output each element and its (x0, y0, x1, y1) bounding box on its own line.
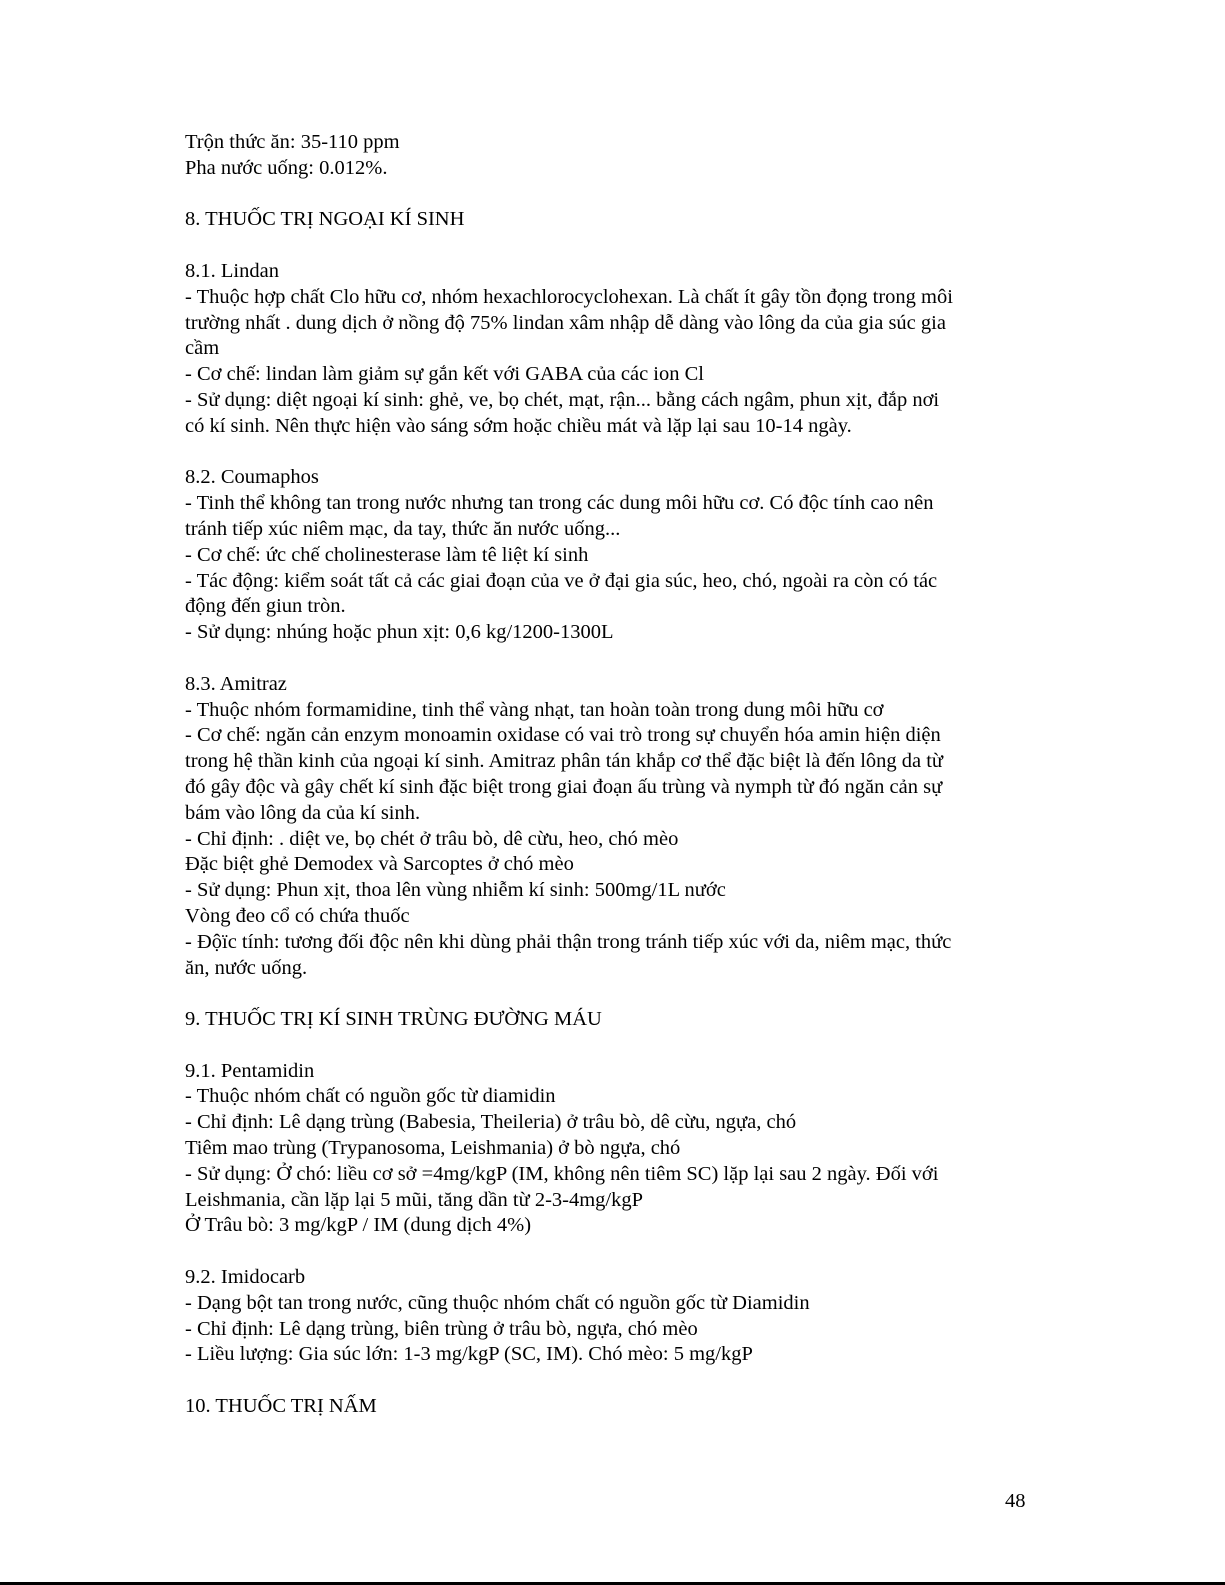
text-line: - Dạng bột tan trong nước, cũng thuộc nhóm chất có nguồn gốc từ Diamidin (185, 1291, 810, 1314)
text-line: trong hệ thần kinh của ngoại kí sinh. Amitraz phân tán khắp cơ thể đặc biệt là đến lông da từ (185, 750, 944, 773)
text-line: - Chỉ định: Lê dạng trùng, biên trùng ở trâu bò, ngựa, chó mèo (185, 1317, 698, 1340)
text-line: - Sử dụng: diệt ngoại kí sinh: ghẻ, ve, bọ chét, mạt, rận... bằng cách ngâm, phun xịt, đắp nơi (185, 388, 940, 411)
text-line: - Tinh thể không tan trong nước nhưng tan trong các dung môi hữu cơ. Có độc tính cao nên (185, 492, 934, 515)
text-line: - Độïc tính: tương đối độc nên khi dùng phải thận trong tránh tiếp xúc với da, niêm mạc, thức (185, 930, 952, 953)
text-line: cầm (185, 337, 220, 360)
text-line: Đặc biệt ghẻ Demodex và Sarcoptes ở chó mèo (185, 853, 574, 876)
text-line: trường nhất . dung dịch ở nồng độ 75% lindan xâm nhập dễ dàng vào lông da của gia súc gia (185, 311, 946, 334)
subsection-heading-8-1: 8.1. Lindan (185, 259, 279, 282)
text-line: có kí sinh. Nên thực hiện vào sáng sớm hoặc chiều mát và lặp lại sau 10-14 ngày. (185, 414, 852, 437)
text-line: đó gây độc và gây chết kí sinh đặc biệt trong giai đoạn ấu trùng và nymph từ đó ngăn cản sự (185, 775, 943, 798)
subsection-heading-8-2: 8.2. Coumaphos (185, 466, 319, 489)
text-line: tránh tiếp xúc niêm mạc, da tay, thức ăn nước uống... (185, 517, 621, 540)
blank-line (185, 182, 1035, 208)
text-line: Trộn thức ăn: 35-110 ppm (185, 131, 400, 153)
blank-line (185, 1368, 1035, 1394)
text-line: Leishmania, cần lặp lại 5 mũi, tăng dần từ 2-3-4mg/kgP (185, 1188, 644, 1211)
text-line: - Thuộc nhóm formamidine, tinh thể vàng nhạt, tan hoàn toàn trong dung môi hữu cơ (185, 698, 884, 721)
text-line: Pha nước uống: 0.012%. (185, 156, 388, 179)
section-heading-8: 8. THUỐC TRỊ NGOẠI KÍ SINH (185, 208, 465, 231)
blank-line (185, 440, 1035, 466)
text-line: Vòng đeo cổ có chứa thuốc (185, 904, 410, 927)
text-line: - Chỉ định: . diệt ve, bọ chét ở trâu bò, dê cừu, heo, chó mèo (185, 827, 679, 850)
text-line: Ở Trâu bò: 3 mg/kgP / IM (dung dịch 4%) (185, 1214, 532, 1237)
subsection-heading-9-2: 9.2. Imidocarb (185, 1266, 306, 1289)
blank-line (185, 981, 1035, 1007)
text-line: - Cơ chế: ngăn cản enzym monoamin oxidase có vai trò trong sự chuyển hóa amin hiện diện (185, 724, 941, 747)
blank-line (185, 1239, 1035, 1265)
blank-line (185, 233, 1035, 259)
section-heading-10: 10. THUỐC TRỊ NẤM (185, 1395, 377, 1418)
subsection-heading-9-1: 9.1. Pentamidin (185, 1059, 315, 1082)
text-line: - Sử dụng: nhúng hoặc phun xịt: 0,6 kg/1200-1300L (185, 621, 614, 644)
text-line: - Cơ chế: ức chế cholinesterase làm tê liệt kí sinh (185, 543, 589, 566)
text-line: - Cơ chế: lindan làm giảm sự gắn kết với GABA của các ion Cl (185, 363, 704, 386)
text-line: - Tác động: kiểm soát tất cả các giai đoạn của ve ở đại gia súc, heo, chó, ngoài ra còn có tác (185, 569, 938, 592)
text-line: - Thuộc nhóm chất có nguồn gốc từ diamidin (185, 1085, 556, 1108)
blank-line (185, 1033, 1035, 1059)
text-line: ăn, nước uống. (185, 956, 308, 979)
text-line: - Chỉ định: Lê dạng trùng (Babesia, Theileria) ở trâu bò, dê cừu, ngựa, chó (185, 1111, 797, 1134)
text-line: Tiêm mao trùng (Trypanosoma, Leishmania) ở bò ngựa, chó (185, 1137, 681, 1160)
section-heading-9: 9. THUỐC TRỊ KÍ SINH TRÙNG ĐƯỜNG MÁU (185, 1008, 602, 1031)
text-line: - Thuộc hợp chất Clo hữu cơ, nhóm hexachlorocyclohexan. Là chất ít gây tồn đọng trong môi (185, 285, 953, 308)
text-line: - Sử dụng: Ở chó: liều cơ sở =4mg/kgP (IM, không nên tiêm SC) lặp lại sau 2 ngày. Đối với (185, 1162, 939, 1185)
page-body (185, 130, 1035, 1420)
text-line: bám vào lông da của kí sinh. (185, 801, 421, 824)
blank-line (185, 646, 1035, 672)
page-number: 48 (1005, 1490, 1026, 1512)
text-line: động đến giun tròn. (185, 595, 346, 618)
subsection-heading-8-3: 8.3. Amitraz (185, 672, 287, 695)
text-line: - Liều lượng: Gia súc lớn: 1-3 mg/kgP (SC, IM). Chó mèo: 5 mg/kgP (185, 1343, 753, 1366)
text-line: - Sử dụng: Phun xịt, thoa lên vùng nhiễm kí sinh: 500mg/1L nước (185, 879, 726, 902)
